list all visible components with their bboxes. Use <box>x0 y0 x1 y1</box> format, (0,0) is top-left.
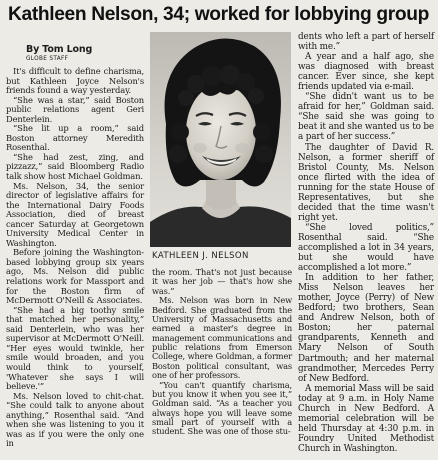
paragraph: Ms. Nelson loved to chit-chat. “She could talk to anyone about anything,” Rosenthal said. “And when she was listening to you it was as if you were the only one in <box>6 390 144 449</box>
paragraph: The daughter of David R. Nelson, a former sheriff of Bristol County, Ms. Nelson once flirted with the idea of running for the state House of Representatives, but she decided that the time wasn't right yet. <box>298 142 434 223</box>
paragraph: “She was a star,” said Boston public relations agent Geri Denterlein. <box>6 94 144 124</box>
paragraph: “You can't quantify charisma, but you know it when you see it,” Goldman said. “As a teacher you always hope you will leave some small part of yourself with a student. She was one of those stu- <box>152 379 292 437</box>
headline: Kathleen Nelson, 34; worked for lobbying group <box>8 4 429 25</box>
paragraph: Before joining the Washington-based lobbying group six years ago, Ms. Nelson did public relations work for Massport and for the Boston firm of McDermott O'Neill & Associates. <box>6 247 144 306</box>
portrait-photo <box>150 32 291 247</box>
article-column-1 <box>6 44 144 449</box>
article-column-3 <box>298 32 434 454</box>
paragraph: “She had a big toothy smile that matched her personality,” said Denterlein, who was her supervisor at McDermott O'Neill. “Her eyes would twinkle, her smile would broaden, and you would think to yourself, 'Whatever she says I will believe.'” <box>6 304 144 392</box>
byline-staff-label: GLOBE STAFF <box>26 56 69 62</box>
paragraph: “She loved politics,” Rosenthal said. “She accomplished a lot in 34 years, but she would have accomplished a lot more.” <box>298 222 434 274</box>
paragraph: “She didn't want us to be afraid for her,” Goldman said. “She said she was going to beat it and she wanted us to be a part of her success.” <box>298 92 434 143</box>
paragraph: Ms. Nelson was born in New Bedford. She graduated from the University of Massachusetts and earned a master's degree in management communications and public relations from Emerson College, where Goldman, a former Boston political consultant, was one of her professors. <box>152 295 292 381</box>
paragraph: the room. That's not just because it was her job — that's how she was.” <box>152 267 292 296</box>
paragraph: Ms. Nelson, 34, the senior director of legislative affairs for the International Dairy Foods Association, died of breast cancer Saturday at Georgetown University Medical Center in Washington. <box>6 180 144 248</box>
paragraph: In addition to her father, Miss Nelson leaves her mother, Joyce (Perry) of New Bedford; two brothers, Sean and Andrew Nelson, both of Boston; her paternal grandparents, Kenneth and Mary Nelson of South Dartmouth; and her maternal grandmother, Mercedes Perry of New Bedford. <box>298 273 434 384</box>
article-column-2 <box>152 268 292 437</box>
column-1-body <box>6 67 144 449</box>
paragraph: “She lit up a room,” said Boston attorney Meredith Rosenthal. <box>6 123 144 153</box>
paragraph: “She had zest, zing, and pizzazz,” said Bloomberg Radio talk show host Michael Goldman. <box>6 151 144 182</box>
paragraph: dents who left a part of herself with me.” <box>298 32 434 53</box>
paragraph: A year and a half ago, she was diagnosed with breast cancer. Ever since, she kept friends updated via e-mail. <box>298 52 434 93</box>
paragraph: A memorial Mass will be said today at 9 a.m. in Holy Name Church in New Bedford. A memorial celebration will be held Thursday at 4:30 p.m. in Foundry United Methodist Church in Washington. <box>298 383 434 454</box>
byline: By Tom Long <box>26 44 93 55</box>
photo-caption: KATHLEEN J. NELSON <box>152 251 249 261</box>
paragraph: It's difficult to define charisma, but Kathleen Joyce Nelson's friends found a way yesterday. <box>6 66 144 96</box>
